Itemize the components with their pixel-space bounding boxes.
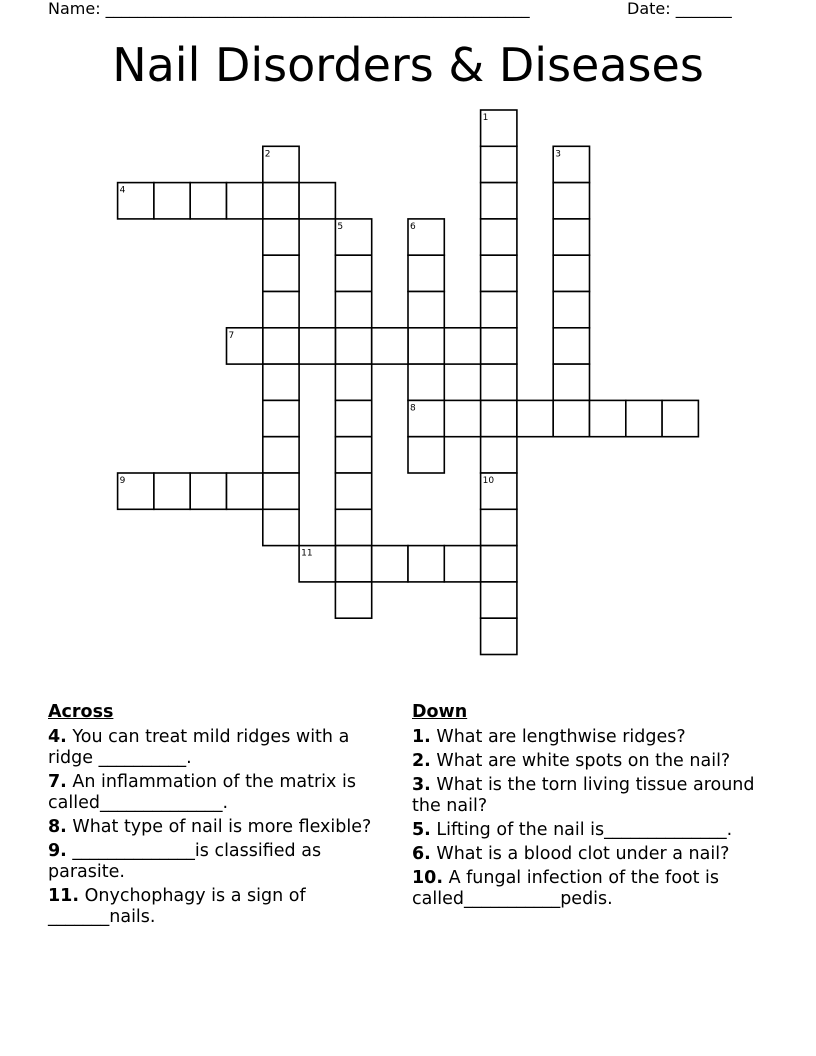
clue-number: 11. <box>48 886 80 906</box>
grid-cell <box>190 183 226 219</box>
grid-cell <box>481 146 517 182</box>
grid-cell <box>408 328 444 364</box>
grid-cell <box>335 546 371 582</box>
grid-cell <box>263 255 299 291</box>
grid-cell <box>299 183 335 219</box>
name-field-label: Name: _____________________________________________________ <box>48 0 530 18</box>
grid-cell <box>481 328 517 364</box>
grid-cell <box>335 364 371 400</box>
clue-item <box>412 775 762 817</box>
cell-number: 6 <box>410 221 416 232</box>
clue-text: A fungal infection of the foot is called___________pedis. <box>412 868 720 909</box>
cell-number: 4 <box>119 185 126 196</box>
clue-number: 7. <box>48 772 67 792</box>
grid-cell <box>553 219 589 255</box>
grid-cell <box>372 328 408 364</box>
grid-cell <box>481 400 517 436</box>
grid-cell <box>444 328 480 364</box>
grid-cell <box>335 292 371 328</box>
cell-number: 11 <box>301 548 313 559</box>
clue-text: You can treat mild ridges with a ridge __________. <box>48 727 350 768</box>
grid-cell <box>444 546 480 582</box>
grid-cell <box>299 328 335 364</box>
clue-item <box>412 751 762 772</box>
clue-item <box>412 727 762 748</box>
grid-cell <box>553 255 589 291</box>
grid-cell <box>481 618 517 654</box>
grid-cell <box>481 437 517 473</box>
clue-number: 6. <box>412 844 431 864</box>
cell-number: 1 <box>482 113 489 123</box>
grid-cell <box>590 400 626 436</box>
grid-cell <box>481 582 517 618</box>
grid-cell <box>481 219 517 255</box>
clue-text: What are white spots on the nail? <box>436 751 731 771</box>
grid-cell <box>553 292 589 328</box>
cell-number: 7 <box>228 330 235 341</box>
grid-cell <box>481 255 517 291</box>
grid-cell <box>263 509 299 545</box>
cell-number: 8 <box>410 403 416 414</box>
grid-cell <box>335 473 371 509</box>
grid-cell <box>517 400 553 436</box>
grid-cell <box>481 509 517 545</box>
grid-cell <box>408 255 444 291</box>
clue-item <box>412 820 762 841</box>
grid-cell <box>263 364 299 400</box>
clue-text: What are lengthwise ridges? <box>436 727 686 747</box>
clue-item <box>48 817 388 838</box>
clue-number: 3. <box>412 775 431 795</box>
grid-cell <box>626 400 662 436</box>
grid-cell <box>263 183 299 219</box>
grid-cell <box>553 328 589 364</box>
grid-cell <box>263 219 299 255</box>
grid-cell <box>154 183 190 219</box>
grid-cell <box>227 183 263 219</box>
cell-number: 3 <box>555 149 561 160</box>
grid-cell <box>263 400 299 436</box>
grid-cell <box>335 400 371 436</box>
grid-cell <box>263 437 299 473</box>
grid-cell <box>408 292 444 328</box>
grid-cell <box>335 255 371 291</box>
grid-cell <box>372 546 408 582</box>
clue-text: An inflammation of the matrix is called______________. <box>48 772 356 813</box>
clue-text: Lifting of the nail is______________. <box>436 820 733 840</box>
grid-cell <box>481 292 517 328</box>
across-clues <box>48 702 388 931</box>
clue-number: 2. <box>412 751 431 771</box>
grid-cell <box>481 183 517 219</box>
grid-cell <box>227 473 263 509</box>
grid-cell <box>408 364 444 400</box>
grid-cell <box>335 437 371 473</box>
cell-number: 5 <box>337 221 344 232</box>
grid-cell <box>190 473 226 509</box>
clue-number: 10. <box>412 868 444 888</box>
grid-cell <box>553 400 589 436</box>
grid-cell <box>335 328 371 364</box>
across-heading: Across <box>48 702 114 722</box>
grid-cell <box>662 400 698 436</box>
down-heading: Down <box>412 702 468 722</box>
cell-number: 10 <box>482 476 495 486</box>
clue-item <box>48 886 388 928</box>
clue-number: 1. <box>412 727 431 747</box>
grid-cell <box>263 292 299 328</box>
clue-number: 5. <box>412 820 431 840</box>
grid-cell <box>481 364 517 400</box>
clue-number: 4. <box>48 727 67 747</box>
date-field-label: Date: _______ <box>627 0 732 18</box>
clue-text: What type of nail is more flexible? <box>72 817 372 837</box>
grid-cell <box>408 437 444 473</box>
grid-cell <box>335 509 371 545</box>
clue-item <box>48 841 388 883</box>
down-clues <box>412 702 762 913</box>
clue-text: ______________is classified as parasite. <box>48 841 322 882</box>
clue-item <box>48 727 388 769</box>
clue-text: Onychophagy is a sign of _______nails. <box>48 886 306 927</box>
grid-cell <box>481 546 517 582</box>
grid-cell <box>263 473 299 509</box>
grid-cell <box>154 473 190 509</box>
grid-cell <box>263 328 299 364</box>
cell-number: 9 <box>119 476 126 486</box>
grid-cell <box>553 183 589 219</box>
clue-number: 8. <box>48 817 67 837</box>
clue-text: What is the torn living tissue around the nail? <box>412 775 755 816</box>
clue-text: What is a blood clot under a nail? <box>436 844 730 864</box>
grid-cell <box>553 364 589 400</box>
clue-item <box>48 772 388 814</box>
puzzle-title: Nail Disorders & Diseases <box>112 38 704 92</box>
grid-cell <box>444 400 480 436</box>
grid-cell <box>335 582 371 618</box>
cell-number: 2 <box>264 149 271 160</box>
clue-number: 9. <box>48 841 67 861</box>
grid-cell <box>408 546 444 582</box>
clue-item <box>412 868 762 910</box>
clue-item <box>412 844 762 865</box>
